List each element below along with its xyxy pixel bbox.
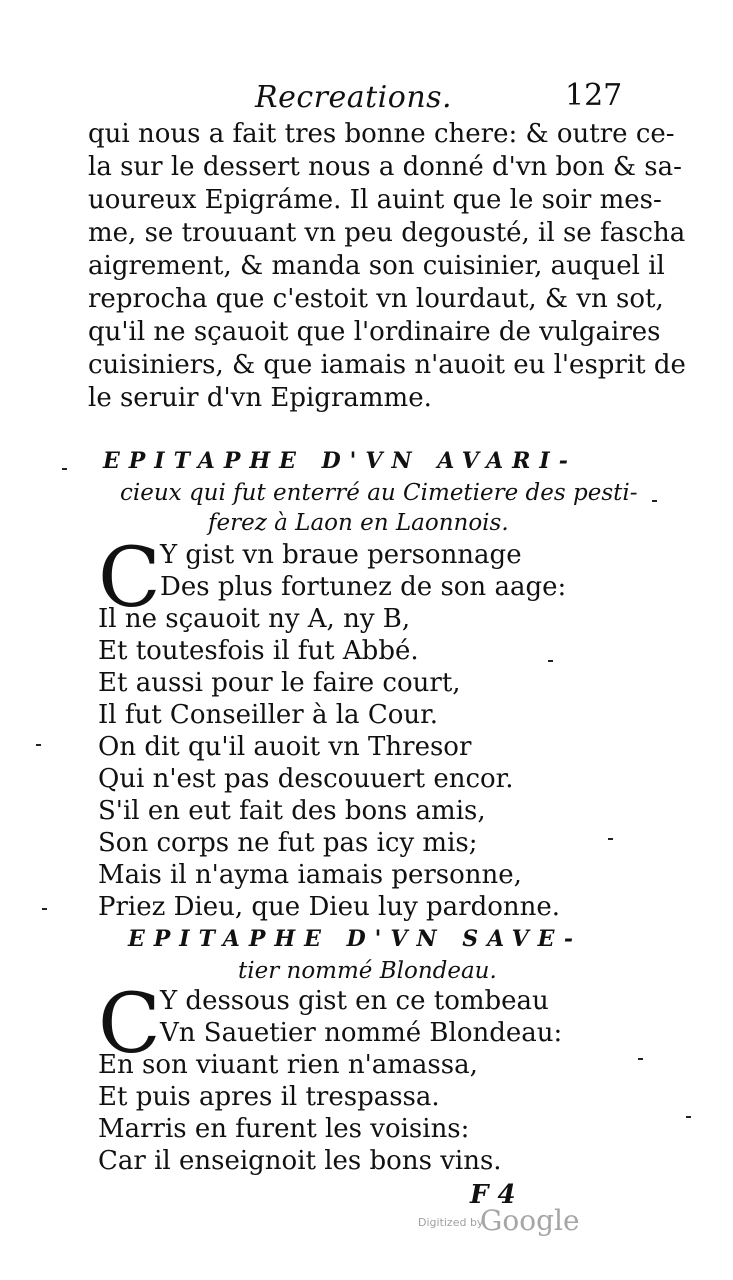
scan-speck <box>638 1058 643 1060</box>
verse-line: Et puis apres il trespassa. <box>98 1082 440 1112</box>
prose-line: cuisiniers, & que iamais n'auoit eu l'esprit de <box>88 350 686 380</box>
epitaph-title-line: tier nommé Blondeau. <box>238 958 497 984</box>
drop-cap: C <box>98 977 161 1072</box>
verse-line: Il fut Conseiller à la Cour. <box>98 700 438 730</box>
prose-line: qui nous a fait tres bonne chere: & outre ce- <box>88 119 675 149</box>
scan-speck <box>652 500 657 502</box>
running-head: Recreations. <box>255 80 453 115</box>
prose-line: reprocha que c'estoit vn lourdaut, & vn sot, <box>88 284 664 314</box>
signature-mark: F 4 <box>470 1180 516 1210</box>
drop-cap: C <box>98 531 161 626</box>
prose-line: aigrement, & manda son cuisinier, auquel il <box>88 251 665 281</box>
scan-speck <box>42 908 47 910</box>
verse-line: Son corps ne fut pas icy mis; <box>98 828 478 858</box>
verse-line: Car il enseignoit les bons vins. <box>98 1146 502 1176</box>
verse-line: Priez Dieu, que Dieu luy pardonne. <box>98 892 561 922</box>
verse-line: S'il en eut fait des bons amis, <box>98 796 486 826</box>
verse-line: On dit qu'il auoit vn Thresor <box>98 732 472 762</box>
scan-speck <box>62 468 67 470</box>
verse-line: Des plus fortunez de son aage: <box>160 572 567 602</box>
epitaph-title-caps: EPITAPHE D'VN AVARI- <box>103 448 577 474</box>
prose-paragraph <box>88 118 686 415</box>
prose-line: le seruir d'vn Epigramme. <box>88 383 432 413</box>
verse-line: Y gist vn braue personnage <box>160 540 522 570</box>
verse-line: Y dessous gist en ce tombeau <box>160 986 549 1016</box>
scan-speck <box>686 1116 691 1118</box>
google-watermark: Google <box>480 1204 580 1237</box>
prose-line: la sur le dessert nous a donné d'vn bon & sa- <box>88 152 682 182</box>
verse-line: Marris en furent les voisins: <box>98 1114 470 1144</box>
verse-line: Mais il n'ayma iamais personne, <box>98 860 522 890</box>
verse-line: En son viuant rien n'amassa, <box>98 1050 478 1080</box>
verse-line: Et aussi pour le faire court, <box>98 668 461 698</box>
epitaph-title-line: cieux qui fut enterré au Cimetiere des pesti- <box>120 480 638 506</box>
scan-speck <box>608 838 613 840</box>
page-number: 127 <box>565 78 623 113</box>
epitaph-title-line: ferez à Laon en Laonnois. <box>208 510 509 536</box>
prose-line: me, se trouuant vn peu degousté, il se fascha <box>88 218 686 248</box>
verse-line: Vn Sauetier nommé Blondeau: <box>160 1018 563 1048</box>
verse-line: Qui n'est pas descouuert encor. <box>98 764 514 794</box>
verse-line: Et toutesfois il fut Abbé. <box>98 636 419 666</box>
epitaph-title-caps: EPITAPHE D'VN SAVE- <box>128 926 582 952</box>
verse-line: Il ne sçauoit ny A, ny B, <box>98 604 411 634</box>
scan-speck <box>36 744 41 746</box>
watermark-prefix: Digitized by <box>418 1216 484 1229</box>
scan-speck <box>548 660 553 662</box>
prose-line: uoureux Epigráme. Il auint que le soir mes- <box>88 185 662 215</box>
prose-line: qu'il ne sçauoit que l'ordinaire de vulgaires <box>88 317 661 347</box>
